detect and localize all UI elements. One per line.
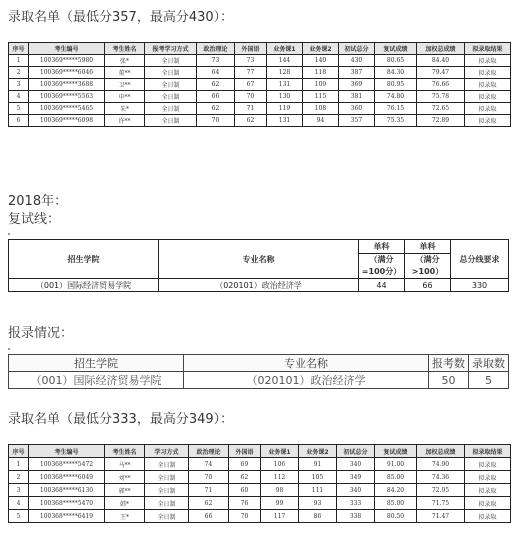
table-row <box>9 484 511 497</box>
table-cell: 71 <box>189 484 229 497</box>
table-cell: 140 <box>303 55 339 67</box>
table-cell: 拟录取 <box>465 55 511 67</box>
table-row <box>9 115 511 127</box>
table-cell: 拟录取 <box>465 67 511 79</box>
table-cell: 79.47 <box>417 67 465 79</box>
table-cell: 2 <box>9 67 29 79</box>
table-cell: 338 <box>337 510 375 523</box>
table-cell: 84.20 <box>375 484 417 497</box>
t4-header-cell: 业务课2 <box>299 445 337 458</box>
table-row <box>9 458 511 471</box>
table-cell: 72.65 <box>417 103 465 115</box>
table-cell: 5 <box>9 510 29 523</box>
header-single2-sub: （满分>100） <box>405 254 451 279</box>
table-cell: 66 <box>189 510 229 523</box>
table-cell: 100368*****6049 <box>29 471 105 484</box>
admission-table-2 <box>8 444 511 523</box>
header-school: 招生学院 <box>9 355 184 372</box>
table-cell: 71.75 <box>417 497 465 510</box>
table-cell: 381 <box>339 91 375 103</box>
table-cell: 全日制 <box>145 484 189 497</box>
header-single2-title: 单科 <box>405 240 451 254</box>
header-major: 专业名称 <box>159 240 359 279</box>
table-cell: 80.65 <box>375 55 417 67</box>
t1-header-cell: 考生编号 <box>29 43 105 55</box>
table-cell: 91 <box>299 458 337 471</box>
table-cell: 86 <box>299 510 337 523</box>
enrollment-heading: 报录情况： <box>8 326 74 341</box>
table-cell: 108 <box>303 103 339 115</box>
table-cell: 62 <box>235 115 267 127</box>
t1-header-cell: 考生姓名 <box>105 43 145 55</box>
header-single1-title: 单科 <box>359 240 405 254</box>
table-row <box>9 91 511 103</box>
table-cell: 全日制 <box>145 79 197 91</box>
table-cell: 144 <box>267 55 303 67</box>
table-cell: 拟录取 <box>465 497 511 510</box>
table-cell: 全日制 <box>145 510 189 523</box>
t4-header-cell: 业务课1 <box>261 445 299 458</box>
t1-header-cell: 拟录取结果 <box>465 43 511 55</box>
table-cell: 62 <box>197 79 235 91</box>
enrollment-table <box>8 354 509 389</box>
table-cell: 69 <box>229 458 261 471</box>
cell-school: （001）国际经济贸易学院 <box>9 372 184 389</box>
table-cell: 100368*****5472 <box>29 458 105 471</box>
t4-header-cell: 序号 <box>9 445 29 458</box>
t1-header-cell: 报考学习方式 <box>145 43 197 55</box>
table-cell: 郭** <box>105 484 145 497</box>
table-row <box>9 103 511 115</box>
table-cell: 131 <box>267 115 303 127</box>
t4-header-cell: 考生编号 <box>29 445 105 458</box>
table-cell: 66 <box>197 91 235 103</box>
table-cell: 73 <box>197 55 235 67</box>
table-cell: 100369*****3688 <box>29 79 105 91</box>
header-school: 招生学院 <box>9 240 159 279</box>
table-cell: 朱* <box>105 103 145 115</box>
table-cell: 全日制 <box>145 67 197 79</box>
t4-header-cell: 外国语 <box>229 445 261 458</box>
table-cell: 王* <box>105 510 145 523</box>
table-row <box>9 67 511 79</box>
table-cell: 98 <box>261 484 299 497</box>
table-cell: 72.95 <box>417 484 465 497</box>
table-cell: 340 <box>337 484 375 497</box>
table-cell: 马** <box>105 458 145 471</box>
table-cell: 85.00 <box>375 497 417 510</box>
cell-applicants: 50 <box>429 372 469 389</box>
table-cell: 全日制 <box>145 458 189 471</box>
table-row <box>9 55 511 67</box>
t1-header-cell: 业务课2 <box>303 43 339 55</box>
table-cell: 99 <box>261 497 299 510</box>
table-cell: 67 <box>235 79 267 91</box>
table-cell: 拟录取 <box>465 115 511 127</box>
table-cell: 430 <box>339 55 375 67</box>
table-cell: 357 <box>339 115 375 127</box>
table-cell: 77 <box>235 67 267 79</box>
header-applicants: 报考数 <box>429 355 469 372</box>
table-cell: 74.90 <box>417 458 465 471</box>
table-corner-mark <box>8 233 10 235</box>
table-cell: 106 <box>261 458 299 471</box>
table-cell: 全日制 <box>145 91 197 103</box>
table-cell: 3 <box>9 484 29 497</box>
table-cell: 109 <box>303 79 339 91</box>
table-cell: 62 <box>229 471 261 484</box>
header-admitted: 录取数 <box>469 355 509 372</box>
table-cell: 93 <box>299 497 337 510</box>
t1-header-cell: 加权总成绩 <box>417 43 465 55</box>
table-cell: 全日制 <box>145 497 189 510</box>
table-cell: 拟录取 <box>465 484 511 497</box>
table-cell: 5 <box>9 103 29 115</box>
table-cell: 71.47 <box>417 510 465 523</box>
table-cell: 119 <box>267 103 303 115</box>
table-cell: 许** <box>105 115 145 127</box>
table-cell: 84.30 <box>375 67 417 79</box>
table-cell: 105 <box>299 471 337 484</box>
table-cell: 73 <box>235 55 267 67</box>
t1-header-cell: 业务课1 <box>267 43 303 55</box>
admission-list-title-1: 录取名单（最低分357，最高分430）： <box>8 10 234 25</box>
table-cell: 4 <box>9 91 29 103</box>
table-cell: 4 <box>9 497 29 510</box>
table-cell: 拟录取 <box>465 458 511 471</box>
table-cell: 130 <box>267 91 303 103</box>
table-cell: 333 <box>337 497 375 510</box>
cell-single1: 44 <box>359 279 405 292</box>
table-cell: 71 <box>235 103 267 115</box>
header-total: 总分线要求 <box>451 240 509 279</box>
table-corner-mark-2 <box>8 348 10 350</box>
table-cell: 100369*****6046 <box>29 67 105 79</box>
table-cell: 全日制 <box>145 471 189 484</box>
t4-header-cell: 学习方式 <box>145 445 189 458</box>
table-row <box>9 79 511 91</box>
table-cell: 70 <box>235 91 267 103</box>
table-cell: 100369*****6098 <box>29 115 105 127</box>
table-cell: 70 <box>229 510 261 523</box>
table-cell: 62 <box>197 103 235 115</box>
table-cell: 拟录取 <box>465 79 511 91</box>
t1-header-cell: 外国语 <box>235 43 267 55</box>
table-cell: 72.89 <box>417 115 465 127</box>
table-cell: 1 <box>9 458 29 471</box>
table-cell: 70 <box>197 115 235 127</box>
table-cell: 369 <box>339 79 375 91</box>
cell-school: （001）国际经济贸易学院 <box>9 279 159 292</box>
table-cell: 刘** <box>105 471 145 484</box>
table-cell: 387 <box>339 67 375 79</box>
t4-header-cell: 考生姓名 <box>105 445 145 458</box>
table-cell: 74 <box>189 458 229 471</box>
t4-header-cell: 初试总分 <box>337 445 375 458</box>
table-cell: 75.78 <box>417 91 465 103</box>
table-cell: 128 <box>267 67 303 79</box>
table-cell: 全日制 <box>145 103 197 115</box>
table-cell: 94 <box>303 115 339 127</box>
table-row <box>9 497 511 510</box>
table-cell: 80.50 <box>375 510 417 523</box>
table-cell: 100368*****5470 <box>29 497 105 510</box>
table-cell: 2 <box>9 471 29 484</box>
t1-header-cell: 复试成绩 <box>375 43 417 55</box>
table-cell: 100368*****6130 <box>29 484 105 497</box>
t4-header-cell: 加权总成绩 <box>417 445 465 458</box>
table-cell: 340 <box>337 458 375 471</box>
table-cell: 80.95 <box>375 79 417 91</box>
table-cell: 131 <box>267 79 303 91</box>
table-cell: 74.36 <box>417 471 465 484</box>
t1-header-cell: 初试总分 <box>339 43 375 55</box>
table-cell: 62 <box>189 497 229 510</box>
table-cell: 拟录取 <box>465 510 511 523</box>
t1-header-cell: 政治理论 <box>197 43 235 55</box>
table-cell: 74.80 <box>375 91 417 103</box>
table-cell: 360 <box>339 103 375 115</box>
t4-header-cell: 拟录取结果 <box>465 445 511 458</box>
table-row <box>9 510 511 523</box>
retest-line-table <box>8 239 509 292</box>
table-cell: 100368*****6419 <box>29 510 105 523</box>
table-cell: 1 <box>9 55 29 67</box>
t1-header-cell: 序号 <box>9 43 29 55</box>
table-cell: 91.00 <box>375 458 417 471</box>
table-cell: 84.40 <box>417 55 465 67</box>
table-cell: 76.66 <box>417 79 465 91</box>
table-cell: 全日制 <box>145 115 197 127</box>
table-cell: 111 <box>299 484 337 497</box>
table-cell: 349 <box>337 471 375 484</box>
table-cell: 拟录取 <box>465 91 511 103</box>
table-cell: 117 <box>261 510 299 523</box>
cell-admitted: 5 <box>469 372 509 389</box>
table-cell: 75.35 <box>375 115 417 127</box>
t4-header-cell: 政治理论 <box>189 445 229 458</box>
table-cell: 卫** <box>105 79 145 91</box>
table-cell: 85.00 <box>375 471 417 484</box>
table-cell: 韩* <box>105 497 145 510</box>
cell-total: 330 <box>451 279 509 292</box>
table-cell: 112 <box>261 471 299 484</box>
table-cell: 100369*****5563 <box>29 91 105 103</box>
year-heading: 2018年： <box>8 194 68 209</box>
table-cell: 张* <box>105 55 145 67</box>
t4-header-cell: 复试成绩 <box>375 445 417 458</box>
header-single1-sub: （满分=100分） <box>359 254 405 279</box>
table-cell: 76 <box>229 497 261 510</box>
table-cell: 100369*****5465 <box>29 103 105 115</box>
table-cell: 76.15 <box>375 103 417 115</box>
table-cell: 70 <box>189 471 229 484</box>
table-row <box>9 471 511 484</box>
table-cell: 100369*****5980 <box>29 55 105 67</box>
table-cell: 申** <box>105 91 145 103</box>
cell-single2: 66 <box>405 279 451 292</box>
table-cell: 115 <box>303 91 339 103</box>
table-cell: 6 <box>9 115 29 127</box>
table-cell: 拟录取 <box>465 471 511 484</box>
cell-major: （020101）政治经济学 <box>159 279 359 292</box>
admission-table-1 <box>8 42 511 127</box>
table-cell: 董** <box>105 67 145 79</box>
cell-major: （020101）政治经济学 <box>184 372 429 389</box>
table-cell: 118 <box>303 67 339 79</box>
table-cell: 3 <box>9 79 29 91</box>
admission-list-title-2: 录取名单（最低分333，最高分349）： <box>8 412 234 427</box>
table-cell: 全日制 <box>145 55 197 67</box>
table-cell: 60 <box>229 484 261 497</box>
table-cell: 64 <box>197 67 235 79</box>
retest-line-heading: 复试线： <box>8 212 61 227</box>
header-major: 专业名称 <box>184 355 429 372</box>
table-cell: 拟录取 <box>465 103 511 115</box>
